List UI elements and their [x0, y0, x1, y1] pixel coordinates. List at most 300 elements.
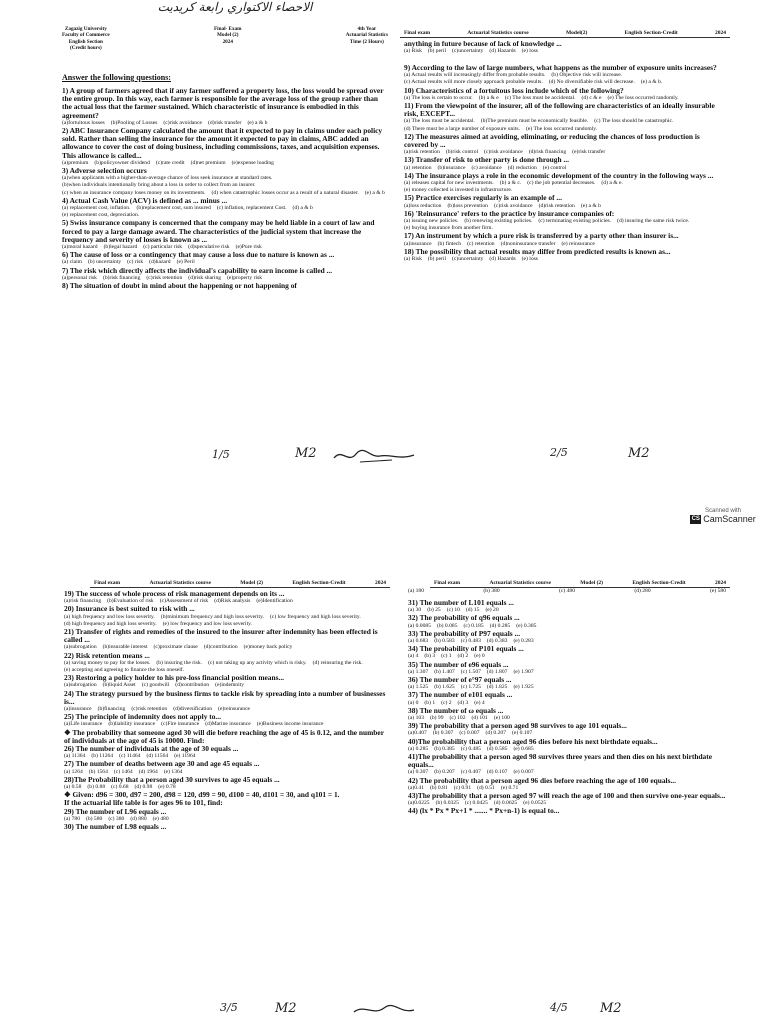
question [408, 645, 726, 660]
option: (d) 0.51 [477, 784, 495, 791]
option: (e) control [542, 164, 567, 171]
page-number: 2/5 [550, 446, 568, 459]
question [408, 807, 726, 815]
option: (c) retention [467, 240, 495, 247]
question [64, 808, 386, 823]
header-line: Zagazig University [64, 26, 107, 32]
option: (e) a & b. [640, 79, 663, 86]
question-text: 36) The number of e°97 equals ... [408, 675, 512, 685]
header-line: Actuarial Statistics [345, 32, 388, 39]
option: (a) 180 [408, 588, 424, 594]
question [408, 722, 726, 737]
question [64, 674, 386, 689]
header-cell: Actuarial Statistics course [149, 580, 211, 586]
option: (d) a & e. [601, 180, 623, 187]
option: (b)when individuals intentionally bring about a loss in order to collect from an insurer. [62, 182, 256, 189]
question-text: 38) The number of ω equals ... [408, 705, 504, 715]
option: (e) 0.71 [500, 784, 519, 791]
option: (a) 780 [64, 815, 80, 822]
option: (c) 0.407 [460, 769, 481, 776]
exam-page-2 [400, 0, 730, 470]
initials: M2 [295, 446, 317, 461]
option: (c) avoidance [471, 164, 502, 171]
option: (d)risk sharing [188, 274, 222, 281]
option: (d) 101 [471, 715, 488, 722]
option: (e) accepting and agreeing to finance the loss oneself. [64, 667, 185, 674]
option: (d) 880 [130, 815, 147, 822]
question [64, 776, 386, 791]
option: (d) c & e [581, 94, 602, 101]
initials: M2 [600, 1001, 622, 1016]
page-header [430, 580, 730, 588]
option: (a) saving money to pay for the losses. [64, 659, 151, 666]
option: (e) 4 [474, 699, 485, 706]
option: (a) issuing new policies. [404, 218, 459, 225]
option: (b) 1.407 [434, 668, 455, 675]
question-list [404, 64, 726, 263]
question-text: 11) From the viewpoint of the insurer, all of the following are characteristics of an ideally insurable risk, EXCEPT... [404, 101, 715, 119]
header-cell: English Section-Credit [632, 580, 686, 586]
option: (b)financing [97, 706, 126, 713]
question-continuation [408, 588, 726, 595]
option: (a) releases capital for new investments. [404, 180, 494, 187]
option: (e) loss [521, 256, 538, 263]
option: (b)The premium must be economically feasible. [480, 118, 589, 125]
option: (e) The loss occurred randomly. [607, 94, 679, 101]
question [404, 232, 726, 247]
header-cell: Final exam [94, 580, 121, 586]
option: (e) 11964 [174, 753, 196, 760]
option: (a) 0 [408, 699, 419, 706]
signature [350, 1000, 420, 1020]
option: (d) 0.383 [486, 638, 508, 645]
option: (c) Actual results will more closely approach probable results. [404, 79, 543, 86]
option: (a) Risk [404, 256, 422, 263]
question [62, 197, 388, 220]
question [404, 194, 726, 209]
initials: M2 [275, 1001, 297, 1016]
option: (a)0.41 [408, 784, 424, 791]
question [408, 661, 726, 676]
question [64, 628, 386, 652]
header-mid [214, 26, 242, 52]
option: (e) 1.925 [513, 684, 534, 691]
header-line: 2024 [222, 38, 233, 45]
question-text: 9) According to the law of large numbers, what happens as the number of exposure units increases? [404, 63, 717, 72]
page-number: 3/5 [220, 1001, 238, 1014]
option: (b) fintech [437, 240, 462, 247]
question-text: 3) Adverse selection occurs [62, 166, 147, 176]
question-continuation [404, 40, 726, 55]
option: (d)Marine insurance [205, 721, 251, 728]
header-cell: 2024 [714, 580, 726, 586]
option-list [408, 588, 726, 595]
option: (a)subrogation [64, 682, 97, 689]
question-text: 35) The number of e96 equals ... [408, 659, 509, 669]
question [64, 823, 386, 831]
option: (d)Risk analysis [214, 598, 251, 605]
option: (a)risk financing [64, 598, 102, 605]
option: (b) 0.207 [434, 769, 455, 776]
option: (a)moral hazard [62, 244, 98, 251]
question-text: 41)The probability that a person aged 98 survives three years and then dies on his next birthdate equals... [408, 752, 712, 770]
option: (c) goodwill [141, 682, 170, 689]
question-text: 6) The cause of loss or a contingency that may cause a loss due to nature is known as ... [62, 250, 335, 260]
option: (b) 0.583 [434, 638, 455, 645]
option: (d) reinsuring the risk. [312, 659, 363, 666]
option-list [62, 175, 388, 197]
question-text: 20) Insurance is best suited to risk with ... [64, 604, 195, 614]
exam-page-3 [60, 578, 390, 1024]
question [404, 210, 726, 233]
handwritten-title: الاحصاء الاكتواري رابعة كريديت [157, 0, 313, 14]
option: (b) renewing existing policies. [464, 218, 533, 225]
header-cell: Final exam [404, 30, 431, 36]
option: (e)Pure risk [235, 244, 262, 251]
header-line: (Credit hours) [69, 45, 102, 52]
option: (b) 0.81 [430, 784, 448, 791]
header-cell: Actuarial Statistics course [489, 580, 551, 586]
question [62, 251, 388, 266]
option-list [404, 180, 726, 194]
option: (e)property risk [227, 274, 263, 281]
option: (b) uncertainty [88, 259, 122, 266]
header-line: English Section [68, 38, 103, 45]
option: (c) particular risk [143, 244, 183, 251]
option: (a)loss reduction [404, 202, 442, 209]
question-list [408, 599, 726, 816]
option: (c) 1.725 [460, 684, 481, 691]
option: (c)risk avoidance [493, 202, 533, 209]
option: (e)indemnity [215, 682, 245, 689]
question [62, 87, 388, 127]
given-statement: ❖ Given: d96 = 300, d97 = 200, d98 = 120, d99 = 90, d100 = 40, d101 = 30, and q101 = 1. [64, 790, 340, 800]
option: (e) money collected is invested in infrastructure. [404, 187, 513, 194]
option: (a)fortuitous losses [62, 119, 105, 126]
option: (e) Peril [176, 259, 195, 266]
option: (a) retention [404, 164, 432, 171]
question-text: 15) Practice exercises regularly is an example of ... [404, 193, 562, 203]
option: (a) 0.683 [408, 638, 429, 645]
option: (c)risk retention [146, 274, 183, 281]
question [408, 599, 726, 614]
option: (b) a & e [478, 94, 499, 101]
option: (b)Evaluation of risk [107, 598, 154, 605]
option: (a) high frequency and low loss severity. [64, 613, 155, 620]
option: (c) 102 [449, 715, 466, 722]
option: (e) replacement cost, depreciation. [62, 212, 140, 219]
option: (c)risk retention [131, 706, 168, 713]
question-text: 17) An instrument by which a pure risk is transferred by a party other than insurer is... [404, 231, 679, 241]
option: (a)personal risk [62, 274, 97, 281]
option: (a)subrogation [64, 644, 97, 651]
option: (d) insuring the same risk twice. [617, 218, 690, 225]
option: (c)proximate clause [153, 644, 198, 651]
option: (b) 580 [86, 815, 103, 822]
header-cell: English Section-Credit [292, 580, 346, 586]
question [62, 282, 388, 290]
option: (c) when an insurance company loses money on its investments. [62, 189, 206, 196]
option: (c)Fire insurance [161, 721, 200, 728]
option: (c) 1 [441, 653, 452, 660]
option: (a)insurance [404, 240, 432, 247]
exam-page-1 [60, 0, 390, 470]
option: (e) 0.107 [512, 730, 533, 737]
option: (b)Pooling of Losses [110, 119, 158, 126]
camscanner-logo-icon: CS [691, 515, 700, 522]
option: (b) 1564 [88, 768, 108, 775]
question [408, 738, 726, 753]
option: (a)0.407 [408, 730, 427, 737]
question [404, 133, 726, 157]
header-cell: Model (2) [240, 580, 264, 586]
question-text: 31) The number of L101 equals ... [408, 598, 514, 607]
question-text: 8) The situation of doubt in mind about the happening or not happening of [62, 281, 297, 291]
option: (d) a & b [292, 205, 313, 212]
option: (d)net premium [190, 159, 226, 166]
option: (b) 0.085 [437, 622, 458, 629]
question-text: 1) A group of farmers agreed that if any farmer suffered a property loss, the loss would be spread over the entire group. In this way, each farmer is responsible for the average loss of the group rather than the actual loss that the farmer sustained. Which characteristic of insurance is embodied in this agreement? [62, 86, 384, 120]
option: (b)policyowner dividend [94, 159, 150, 166]
option: (c)uncertainty [452, 256, 484, 263]
life-table-note: If the actuarial life table is for ages 96 to 101, find: [64, 798, 223, 808]
option: (a) 11364 [64, 753, 86, 760]
option-list [404, 256, 726, 263]
exam-page-4 [400, 578, 730, 1024]
option: (b) 25 [427, 607, 441, 614]
option: (e)reinsurance [218, 706, 251, 713]
question [408, 676, 726, 691]
header-line: Final- Exam [213, 26, 242, 32]
question [62, 267, 388, 282]
option: (e) buying insurance from another firm. [404, 225, 493, 232]
option: (c) 2 [441, 699, 452, 706]
option: (d) high frequency and high loss severity. [64, 620, 157, 627]
question-text: 30) The number of L98 equals ... [64, 822, 167, 832]
option: (d) 280 [634, 588, 651, 594]
option: (b)replacement cost, sum insured [136, 205, 211, 212]
option: (a) claim [62, 259, 83, 266]
question [404, 248, 726, 263]
option: (a) The loss is certain to occur. [404, 94, 473, 101]
option: (c) 0.007 [459, 730, 480, 737]
scan-caption: Scanned with [704, 508, 742, 514]
question [64, 690, 386, 714]
scan-brand: CS CamScanner [691, 514, 756, 524]
option: (b) 1 [424, 699, 436, 706]
option: (d) 2 [457, 653, 469, 660]
option: (d)hazard [149, 259, 171, 266]
question-text: 29) The number of L96 equals ... [64, 806, 167, 816]
option: (e) 0.007 [513, 769, 534, 776]
option: (d) 0.0625 [493, 800, 518, 807]
question-text: 5) Swiss insurance company is concerned that the company may be held liable in a court of law and forced to pay a large damage award. The characteristics of the judicial system that increase the frequency and severity of losses is known as ... [62, 218, 375, 244]
question [64, 713, 386, 728]
header-cell: Actuarial Statistics course [467, 30, 529, 36]
question [64, 745, 386, 760]
question [62, 167, 388, 197]
option: (e)Identification [256, 598, 293, 605]
option: (b)liability insurance [108, 721, 156, 728]
option-list [404, 72, 726, 86]
option: (b) 0.307 [432, 730, 454, 737]
header-cell: Model(2) [565, 30, 588, 36]
option: (d) 15 [465, 607, 480, 614]
option: (a) 30 [408, 607, 422, 614]
option: (c) 0.91 [453, 784, 472, 791]
option: (d)risk financing [528, 149, 567, 156]
option: (c) 0.68 [111, 784, 129, 791]
header-line: Time (2 Hours) [349, 38, 384, 45]
question-text: 14) The insurance plays a role in the economic development of the country in the following ways ... [404, 170, 714, 180]
option: (d)risk transfer [208, 119, 242, 126]
question-text: 7) The risk which directly affects the individual's capability to earn income is called ... [62, 265, 333, 275]
option: (b) peril [427, 256, 447, 263]
option: (c) 0.483 [460, 638, 481, 645]
option: (e) 1.907 [513, 668, 534, 675]
header-line: 4th Year [357, 26, 377, 32]
instruction: Answer the following questions: [62, 73, 171, 82]
option: (d)contribution [203, 644, 238, 651]
option: (c) 1464 [113, 768, 133, 775]
question-text: 44) (lx * Px * Px+1 * ....... * Px+n-1) is equal to... [408, 806, 560, 816]
option-list [404, 48, 726, 55]
option: (a)premium [62, 159, 89, 166]
option: (c)Assessment of risk [159, 598, 209, 605]
header-cell: Model (2) [580, 580, 604, 586]
question-text: 21) Transfer of rights and remedies of the insured to the insurer after indemnity has been effected is called ... [64, 627, 378, 645]
option: (b) 11264 [91, 753, 114, 760]
question-text: 19) The success of whole process of risk management depends on its ... [64, 589, 285, 598]
question [408, 707, 726, 722]
question-text: 13) Transfer of risk to other party is done through ... [404, 155, 569, 165]
page-header [400, 30, 730, 38]
option: (d) Hazards [489, 256, 516, 263]
question-text: 26) The number of individuals at the age of 30 equals ... [64, 744, 239, 754]
option: (c) 380 [108, 815, 125, 822]
option: (d) 0.207 [485, 730, 507, 737]
header-cell: 2024 [374, 580, 386, 586]
option: (d)diversification [173, 706, 213, 713]
option: (c) risk [127, 259, 144, 266]
option: (e)expense loading [231, 159, 274, 166]
question [404, 102, 726, 133]
option: (a) Risk [404, 48, 422, 55]
option: (b)liquid Asset [102, 682, 136, 689]
question [404, 156, 726, 171]
option: (c) inflation, replacement Cost. [216, 205, 287, 212]
question-text: 43)The probability that a person aged 97 will reach the age of 100 and then survive one-year equals... [408, 791, 726, 801]
header-line: Model (2) [217, 32, 239, 39]
option: (d) There must be a large number of exposure units. [404, 125, 520, 132]
option: (d) 0.585 [486, 745, 508, 752]
question-text: 2) ABC Insurance Company calculated the amount that it expected to pay in claims under each policy sold. Rather than selling the insurance for the amount it expected to pay in claims, ABC added an allowance to cover the cost of doing business, including commissions, taxes, and acquisition expenses. This allowance is called... [62, 126, 383, 160]
header-line: Faculty of Commerce [62, 32, 110, 39]
question-text: 42) The probability that a person aged 96 dies before reaching the age of 100 equals... [408, 775, 676, 785]
header-right [346, 26, 388, 52]
option: (d)speculative risk [188, 244, 230, 251]
option: (b)legal hazard [103, 244, 138, 251]
option: (e) 100 [493, 715, 510, 722]
option: (d) 1.807 [486, 668, 508, 675]
option: (e) 0.0525 [523, 800, 547, 807]
option-list [64, 660, 386, 674]
option: (e) 20 [485, 607, 499, 614]
option: (e)risk transfer [572, 149, 606, 156]
question [408, 630, 726, 645]
question-text: 34) The probability of P101 equals ... [408, 644, 524, 654]
option: (c) The loss must be accidental. [504, 94, 576, 101]
question-text: 16) 'Reinsurance' refers to the practice by insurance companies of: [404, 208, 615, 218]
option: (c) The loss should be catastrophic. [594, 118, 674, 125]
option: (c) 11464 [119, 753, 141, 760]
option: (e) loss [521, 48, 538, 55]
question [408, 691, 726, 706]
option: (e) The loss occurred randomly. [526, 125, 598, 132]
option: (c) 0.485 [460, 745, 481, 752]
option: (b) 0.385 [434, 745, 455, 752]
question [62, 127, 388, 167]
option: (b)insurable interest [102, 644, 148, 651]
option: (a) 0.307 [408, 769, 429, 776]
page-number: 4/5 [550, 1001, 568, 1014]
option: (b)loss prevention [447, 202, 488, 209]
camscanner-badge [683, 508, 763, 524]
option: (e) a & b [364, 189, 385, 196]
option: (a) replacement cost, inflation. [62, 205, 131, 212]
option: (b) peril [427, 48, 447, 55]
option: (d) 11564 [146, 753, 169, 760]
question [404, 172, 726, 195]
option: (e) 580 [710, 588, 726, 594]
option: (a) 103 [408, 715, 424, 722]
question [408, 614, 726, 629]
option: (b) a & c. [499, 180, 522, 187]
option: (d)noninsurance transfer [500, 240, 556, 247]
option: (a)risk retention [404, 149, 440, 156]
question-text: 40)The probability that a person aged 96 dies before his next birthdate equals... [408, 736, 658, 746]
option: (b)minimum frequency and high loss severity. [160, 613, 264, 620]
option: (a) 0.58 [64, 784, 82, 791]
question [64, 605, 386, 628]
option: (a)0.0225 [408, 800, 430, 807]
option: (c) 480 [559, 588, 575, 594]
option: (b) 99 [430, 715, 444, 722]
question-text: 22) Risk retention means ... [64, 650, 150, 660]
option: (c) 0.0425 [464, 800, 488, 807]
option: (d) Hazards [489, 48, 516, 55]
question-text: 23) Restoring a policy holder to his pre-loss financial position means... [64, 673, 285, 683]
option: (b) 0.88 [87, 784, 106, 791]
question [404, 87, 726, 102]
question-text: 32) The probability of q96 equals ... [408, 613, 520, 623]
question [408, 777, 726, 792]
header-cell: Final exam [434, 580, 461, 586]
given-statement: ❖ The probability that someone aged 30 will die before reaching the age of 45 is 0.12, and the number of individuals at the age of 45 is 10000. Find: [64, 727, 384, 745]
option-list [404, 118, 726, 132]
option: (c)rate credit [155, 159, 185, 166]
option: (c) not taking up any activity which is risky. [208, 659, 307, 666]
question [64, 590, 386, 605]
question-text: 37) The number of e101 equals ... [408, 690, 513, 700]
option: (a) 0.285 [408, 745, 429, 752]
option: (b)insurance [437, 164, 466, 171]
option-list [404, 218, 726, 232]
option: (d) 1964 [138, 768, 158, 775]
option: (b) 1.625 [434, 684, 455, 691]
question [404, 64, 726, 87]
option: (d)risk retention [538, 202, 575, 209]
